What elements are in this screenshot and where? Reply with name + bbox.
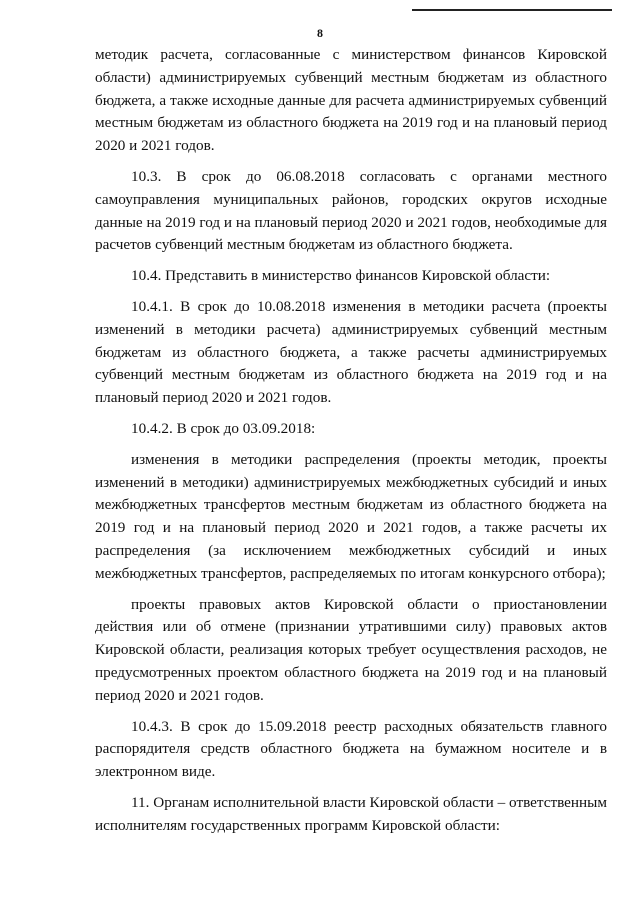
- document-body: [95, 44, 607, 838]
- page-number: 8: [317, 26, 323, 40]
- paragraph-10-4: 10.4. Представить в министерство финансов Кировской области:: [131, 267, 551, 285]
- paragraph-11: 11. Органам исполнительной власти Кировской области – ответственным исполнителям государственных программ Кировской области:: [95, 793, 607, 834]
- paragraph-10-4-2-item-2: проекты правовых актов Кировской области о приостановлении действия или об отмене (признании утратившими силу) правовых актов Кировской области, реализация которых требует осуществления расходов, не предусмотренных проектом областного бюджета на 2019 год и на плановый период 2020 и 2021 годов.: [95, 595, 607, 704]
- paragraph-10-3: 10.3. В срок до 06.08.2018 согласовать с органами местного самоуправления муниципальных районов, городских округов исходные данные на 2019 год и на плановый период 2020 и 2021 годов, необходимые для расчетов субвенций местным бюджетам из областного бюджета.: [95, 167, 607, 254]
- paragraph-10-4-3: 10.4.3. В срок до 15.09.2018 реестр расходных обязательств главного распорядителя средств областного бюджета на бумажном носителе и в электронном виде.: [95, 717, 607, 781]
- paragraph-10-4-2: 10.4.2. В срок до 03.09.2018:: [131, 419, 316, 437]
- paragraph-10-4-2-item-1: изменения в методики распределения (проекты методик, проекты изменений в методики) администрируемых межбюджетных субсидий и иных межбюджетных трансфертов местным бюджетам из областного бюджета на 2019 год и на плановый период 2020 и 2021 годов, а также расчеты их распределения (за исключением межбюджетных субсидий и иных межбюджетных трансфертов, распределяемых по итогам конкурсного отбора);: [95, 450, 607, 582]
- paragraph-methodology-continuation: методик расчета, согласованные с министерством финансов Кировской области) администрируемых субвенций местным бюджетам из областного бюджета, а также исходные данные для расчета администрируемых субвенций местным бюджетам из областного бюджета на 2019 год и на плановый период 2020 и 2021 годов.: [95, 46, 607, 155]
- header-rule: [412, 9, 612, 11]
- paragraph-10-4-1: 10.4.1. В срок до 10.08.2018 изменения в методики расчета (проекты изменений в методики расчета) администрируемых субвенций местным бюджетам из областного бюджета, а также расчеты администрируемых субвенций местным бюджетам из областного бюджета на 2019 год и на плановый период 2020 и 2021 годов.: [95, 297, 607, 407]
